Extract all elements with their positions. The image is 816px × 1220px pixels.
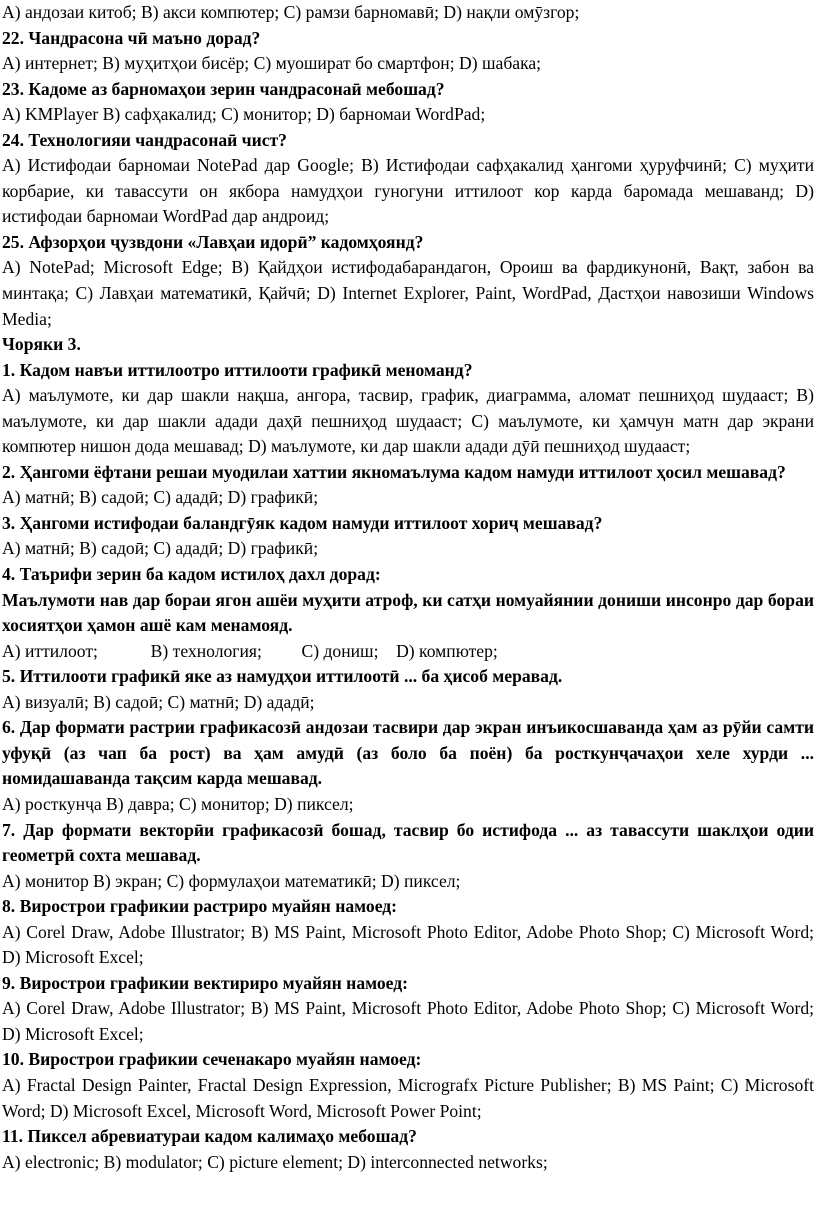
question-q3-5: 5. Иттилооти графикӣ яке аз намудҳои иттилоотӣ ... ба ҳисоб меравад.: [2, 666, 563, 687]
question-q3-7: 7. Дар формати векторӣи графикасозӣ бошад, тасвир бо истифода ... аз тавассути шаклҳои одии геометрӣ сохта мешавад.: [2, 819, 814, 866]
answers-q3-9: A) Corel Draw, Adobe Illustrator; B) MS Paint, Microsoft Photo Editor, Adobe Photo Shop; C) Microsoft Word; D) Microsoft Excel;: [2, 998, 814, 1044]
answers-25: A) NotePad; Microsoft Edge; B) Қайдҳои истифодабарандагон, Ороиш ва фардикунонӣ, Вақт, забон ва минтақа; C) Лавҳаи математикӣ, Қайчӣ; D) Internet Explorer, Paint, WordPad, Дастҳои навозиши Windows Media;: [2, 257, 814, 329]
question-q3-4: 4. Таърифи зерин ба кадом истилоҳ дахл дорад:: [2, 564, 381, 585]
question-q3-10: 10. Вирострои графикии сеченакаро муайян намоед:: [2, 1049, 422, 1070]
question-24: 24. Технологияи чандрасонаӣ чист?: [2, 129, 287, 150]
question-q3-1: 1. Кадом навъи иттилоотро иттилооти графикӣ меноманд?: [2, 359, 473, 380]
question-q3-8: 8. Вирострои графикии растриро муайян намоед:: [2, 896, 398, 917]
definition-q3-4: Маълумоти нав дар бораи ягон ашёи муҳити атроф, ки сатҳи номуайянии дониши инсонро дар бораи хосиятҳои ҳамон ашё кам менамояд.: [2, 589, 814, 636]
answers-q3-5: A) визуалӣ; B) садоӣ; C) матнӣ; D) ададӣ;: [2, 691, 315, 712]
answers-q3-10: A) Fractal Design Painter, Fractal Design Expression, Micrografx Picture Publisher; B) MS Paint; C) Microsoft Word; D) Microsoft Excel, Microsoft Word, Microsoft Power Point;: [2, 1074, 814, 1121]
answers-q3-11: A) electronic; B) modulator; C) picture element; D) interconnected networks;: [2, 1151, 548, 1172]
answers-24: A) Истифодаи барномаи NotePad дар Google; B) Истифодаи сафҳакалид ҳангоми ҳуруфчинӣ; C) муҳити корбарие, ки тавассути он якбора намудҳои гуногуни иттилоот кор карда баромада мешаванд; D) истифодаи барномаи WordPad дар андроид;: [2, 155, 814, 227]
answers-q3-2: A) матнӣ; B) садоӣ; C) ададӣ; D) графикӣ;: [2, 487, 319, 508]
question-q3-3: 3. Ҳангоми истифодаи баландгӯяк кадом намуди иттилоот хориҷ мешавад?: [2, 512, 603, 533]
answers-q3-3: A) матнӣ; B) садоӣ; C) ададӣ; D) графикӣ;: [2, 538, 319, 559]
answers-q3-1: A) маълумоте, ки дар шакли нақша, ангора, тасвир, график, диаграмма, аломат пешниҳод шудааст; B) маълумоте, ки дар шакли адади даҳӣ пешниҳод шудааст; C) маълумоте, ки ҳамчун матн дар экрани компютер нишон дода мешавад; D) маълумоте, ки дар шакли адади дӯӣ пешниҳод шудааст;: [2, 385, 814, 457]
section-heading-quarter-3: Чоряки 3.: [2, 334, 81, 355]
answers-22: A) интернет; B) муҳитҳои бисёр; C) муошират бо смартфон; D) шабака;: [2, 53, 542, 74]
question-q3-2: 2. Ҳангоми ёфтани решаи муодилаи хаттии якномаълума кадом намуди иттилоот ҳосил мешавад?: [2, 461, 786, 482]
answers-23: A) KMPlayer B) сафҳакалид; C) монитор; D) барномаи WordPad;: [2, 104, 486, 125]
question-22: 22. Чандрасона чӣ маъно дорад?: [2, 27, 261, 48]
question-23: 23. Кадоме аз барномаҳои зерин чандрасонаӣ мебошад?: [2, 78, 445, 99]
line-01: A) андозаи китоб; B) акси компютер; C) рамзи барномавӣ; D) нақли омӯзгор;: [2, 2, 580, 22]
answers-q3-7: A) монитор B) экран; C) формулаҳои математикӣ; D) пиксел;: [2, 870, 461, 891]
question-q3-6: 6. Дар формати растрии графикасозӣ андозаи тасвири дар экран инъикосшаванда ҳам аз рӯйи самти уфуқӣ (аз чап ба рост) ва ҳам амудӣ (аз боло ба поён) ба росткунҷачаҳои хеле хурди ... номидашаванда тақсим карда мешавад.: [2, 717, 814, 789]
question-q3-9: 9. Вирострои графикии вектириро муайян намоед:: [2, 972, 409, 993]
answers-q3-4: A) иттилоот; B) технология; C) дониш; D) компютер;: [2, 640, 498, 661]
question-25: 25. Афзорҳои ҷузвдони «Лавҳаи идорӣ” кадомҳоянд?: [2, 231, 424, 252]
answers-q3-6: A) росткунҷа B) давра; C) монитор; D) пиксел;: [2, 793, 354, 814]
question-q3-11: 11. Пиксел абревиатураи кадом калимаҳо мебошад?: [2, 1126, 417, 1147]
answers-q3-8: A) Corel Draw, Adobe Illustrator; B) MS Paint, Microsoft Photo Editor, Adobe Photo Shop; C) Microsoft Word; D) Microsoft Excel;: [2, 921, 814, 968]
